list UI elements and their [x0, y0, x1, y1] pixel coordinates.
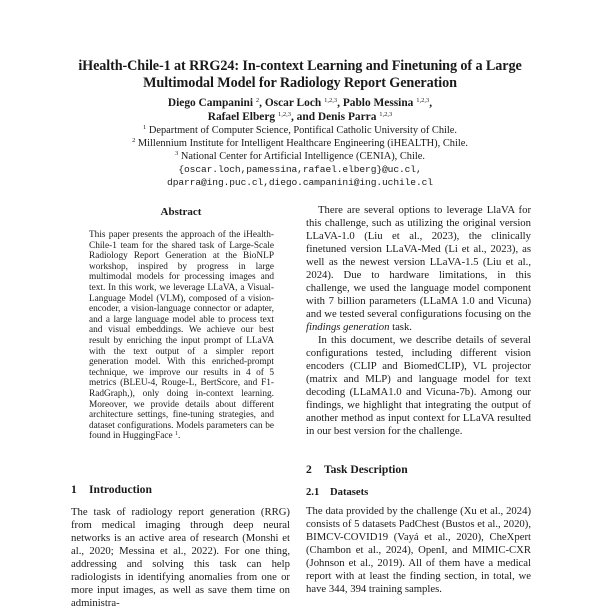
abstract-heading: Abstract — [160, 206, 202, 218]
paragraph: In this document, we describe details of several configurations tested, including different vision encoders (CLIP and BiomedCLIP), VL projector (matrix and MLP) and language model for text decoding (LLaMA1.0 and Vicuna-7b). Among our findings, we highlight that integrating the output of another method as input context for LLaVA resulted in our best version for the challenge. — [306, 334, 531, 437]
paper-title: iHealth-Chile-1 at RRG24: In-context Learning and Finetuning of a Large Multimodal Model for Radiology Report Generation — [78, 58, 522, 91]
affiliation: $^1$ Department of Computer Science, Pontifical Catholic University of Chile. — [142, 124, 458, 136]
footnote-marker[interactable]: 1 — [175, 431, 178, 438]
right-column-text — [306, 204, 531, 438]
author-name: Denis Parra — [317, 111, 377, 123]
author-affil-marker: 1,2,3 — [324, 97, 338, 104]
author-name: Rafael Elberg — [207, 111, 276, 123]
subsection-heading-datasets: 2.1 Datasets — [306, 487, 369, 498]
author-line-1: Diego Campanini $^2$, Oscar Loch $^{1,2,3}$, Pablo Messina $^{1,2,3}$, — [167, 97, 433, 109]
author-line-2: Rafael Elberg $^{1,2,3}$, and Denis Parra $^{1,2,3}$ — [207, 111, 393, 123]
affiliation: $^2$ Millennium Institute for Intelligent Healthcare Engineering (iHEALTH), Chile. — [132, 137, 468, 149]
introduction-text: The task of radiology report generation (RRG) from medical imaging through deep neural networks is an active area of research (Monshi et al., 2020; Messina et al., 2022). For one thing, addressing and solving this task can help radiologists in identifying anomalies from one or more input images, as well as save them time on administra- — [71, 506, 290, 609]
affiliations — [60, 124, 540, 189]
author-affil-marker: 1,2,3 — [379, 111, 393, 118]
author-name: Oscar Loch — [264, 97, 322, 109]
author-list — [60, 96, 540, 124]
section-heading-task-description: 2 Task Description — [306, 463, 408, 476]
affiliation: $^3$ National Center for Artificial Intelligence (CENIA), Chile. — [175, 150, 425, 162]
email-line: {oscar.loch,pamessina,rafael.elberg}@uc.cl, — [178, 164, 422, 175]
email-line: dparra@ing.puc.cl,diego.campanini@ing.uchile.cl — [167, 177, 433, 188]
paragraph: There are several options to leverage LlaVA for this challenge, such as utilizing the original version LLaVA-1.0 (Liu et al., 2023), the clinically finetuned version LLaVA-Med (Li et al., 2023), as well as the newest version LLaVA-1.5 (Liu et al., 2024). Due to hardware limitations, in this challenge, we used the language model component with 7 billion parameters (LLaMA 1.0 and Vicuna) and we tested several configurations focusing on the findings generation task. — [306, 204, 531, 333]
section-heading-introduction: 1 Introduction — [71, 483, 152, 496]
author-name: Diego Campanini — [167, 97, 253, 109]
author-name: Pablo Messina — [342, 97, 414, 109]
author-affil-marker: 1,2,3 — [416, 97, 430, 104]
author-affil-marker: 1,2,3 — [277, 111, 291, 118]
abstract-text: This paper presents the approach of the iHealth-Chile-1 team for the shared task of Large-Scale Radiology Report Generation at the BioNLP workshop, inspired by progress in large multimodal models for processing images and text. In this work, we leverage LLaVA, a Visual-Language Model (VLM), composed of a vision-encoder, a vision-language connector or adapter, and a large language model able to process text and visual embeddings. We achieve our best result by enriching the input prompt of LLaVA with the text output of a simpler report generation model. With this enriched-prompt technique, we improve our results in 4 of 5 metrics (BLEU-4, Rouge-L, BertScore, and F1-RadGraph,), only doing in-context learning. Moreover, we provide details about different architecture settings, fine-tuning strategies, and dataset configurations. Models parameters can be found in HuggingFace $^1$. — [89, 230, 274, 442]
datasets-text: The data provided by the challenge (Xu et al., 2024) consists of 5 datasets PadChest (Bustos et al., 2020), BIMCV-COVID19 (Vayá et al., 2020), CheXpert (Chambon et al., 2024), OpenI, and MIMIC-CXR (Johnson et al., 2019). All of them have a medical report with at least the finding section, in total, we have 344, 394 training samples. — [306, 505, 531, 595]
author-affil-marker: 2 — [255, 97, 260, 104]
